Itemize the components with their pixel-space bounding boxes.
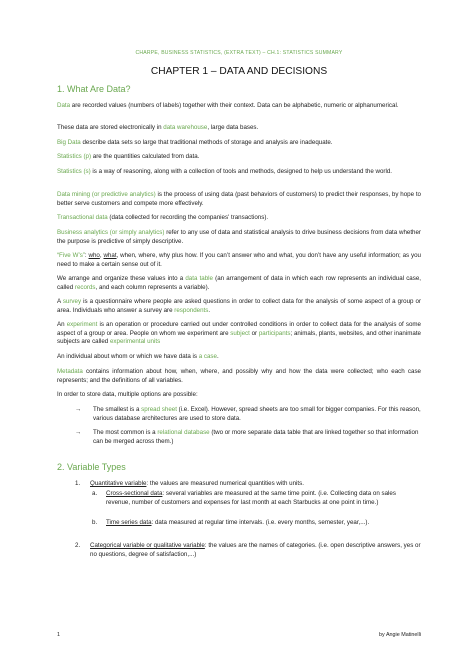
para-data: Data are recorded values (numbers of labels) together with their context. Data can be alphabetic, numeric or alphanumerical. (57, 102, 399, 109)
para-data-table: We arrange and organize these values into a data table (an arrangement of data in which each row represents an individual case, called records, and each column represents a variable). (57, 275, 421, 291)
para-experiment: An experiment is an operation or procedure carried out under controlled conditions in order to collect data for the analysis of some aspect of a group or area. People on whom we experiment are subject or participants; animals, plants, websites, and other inanimate subjects are called experimental units (57, 321, 421, 346)
running-header: CHARPE, BUSINESS STATISTICS, (EXTRA TEXT) – CH.1: STATISTICS SUMMARY (135, 50, 343, 56)
para-statistics-p: Statistics (p) are the quantities calculated from data. (57, 153, 200, 160)
arrow-icon: → (75, 429, 82, 436)
para-store-data: In order to store data, multiple options are possible: (57, 391, 198, 398)
section-heading-2: 2. Variable Types (57, 462, 126, 472)
para-survey: A survey is a questionnaire where people are asked questions in order to collect data for the analysis of some aspect of a group or area. Individuals who answer a survey are respondents. (57, 298, 421, 314)
page-number: 1 (57, 632, 60, 638)
bullet-text: The smallest is a spread sheet (i.e. Excel). However, spread sheets are too small for bigger companies. For this reason, various database architectures are used to store data. (93, 406, 421, 422)
para-transactional: Transactional data (data collected for recording the companies' transactions). (57, 214, 269, 221)
para-statistics-s: Statistics (s) is a way of reasoning, along with a collection of tools and methods, designed to help us understand the world. (57, 168, 393, 175)
section-heading-1: 1. What Are Data? (57, 84, 131, 94)
arrow-icon: → (75, 406, 82, 413)
para-five-ws: “Five W’s”: who, what, when, where, why plus how. If you can’t answer who and what, you don’t have any useful information; as you need to make a certain sense out of it. (57, 252, 421, 268)
document-page: CHARPE, BUSINESS STATISTICS, (EXTRA TEXT) – CH.1: STATISTICS SUMMARY CHAPTER 1 – DATA AND DECISIONS 1. What Are Data? Data are recorded values (numbers of labels) together with their context. Data can be alphabetic, numeric or alphanumerical. These data are stored electronically in data warehouse, large data bases. Big Data describe data sets so large that traditional methods of storage and analysis are inadequate. Statistics (p) are the quantities calculated from data. Statistics (s) is a way of reasoning, along with a collection of tools and methods, designed to help us understand the world. Data mining (or predictive analytics) is the process of using data (past behaviors of customers) to predict their responses, by hope to better serve customers and compete more effectively. Transactional data (data collected for recording the companies' transactions). Business analytics (or simply analytics) refer to any use of data and statistical analysis to drive business decisions from data whether the purpose is predictive of simply descriptive. “Five W’s”: who, what, when, where, why plus how. If you can’t answer who and what, you don’t have any useful information; as you need to make a certain sense out of it. We arrange and organize these values into a data table (an arrangement of data in which each row represents an individual case, called records, and each column represents a variable). A survey is a questionnaire where people are asked questions in order to collect data for the analysis of some aspect of a group or area. Individuals who answer a survey are respondents. An experiment is an operation or procedure carried out under controlled conditions in order to collect data for the analysis of some aspect of a group or area. People on whom we experiment are subject or participants; animals, plants, websites, and other inanimate subjects are called experimental units An individual about whom or which we have data is a case. Metadata contains information about how, when, where, and possibly why and how the data were collected; who each case represents; and the definitions of all variables. In order to store data, multiple options are possible: → The smallest is a spread sheet (i.e. Excel). However, spread sheets are too small for bigger companies. For this reason, various database architectures are used to store data. → The most common is a relational database (two or more separate data table that are linked together so that information can be merged across them.) 2. Variable Types 1. Quantitative variable: the values are measured numerical quantities with units. a. Cross-sectional data: several variables are measured at the same time point. (i.e. Collecting data on sales revenue, number of customers and expenses for last month at each Starbucks at one point in time.) b. Time series data: data measured at regular time intervals. (i.e. every months, semester, year,...). 2. Categorical variable or qualitative variable: the values are the names of categories. (i.e. open descriptive answers, yes or no questions, degree of satisfaction,...) 1 by Angie Matinelli (57, 50, 421, 638)
para-data-warehouse: These data are stored electronically in data warehouse, large data bases. (57, 124, 259, 131)
footer-author: by Angie Matinelli (379, 632, 421, 638)
chapter-title: CHAPTER 1 – DATA AND DECISIONS (150, 66, 328, 77)
para-big-data: Big Data describe data sets so large that traditional methods of storage and analysis are inadequate. (57, 139, 333, 146)
bullet-text: The most common is a relational database (two or more separate data table that are linked together so that information can be merged across them.) (93, 429, 419, 445)
para-case: An individual about whom or which we have data is a case. (57, 353, 219, 360)
para-business-analytics: Business analytics (or simply analytics) refer to any use of data and statistical analysis to drive business decisions from data whether the purpose is predictive of simply descriptive. (57, 229, 421, 245)
para-metadata: Metadata contains information about how, when, where, and possibly why and how the data were collected; who each case represents; and the definitions of all variables. (57, 368, 421, 384)
para-data-mining: Data mining (or predictive analytics) is the process of using data (past behaviors of customers) to predict their responses, by hope to better serve customers and compete more effectively. (57, 191, 421, 207)
